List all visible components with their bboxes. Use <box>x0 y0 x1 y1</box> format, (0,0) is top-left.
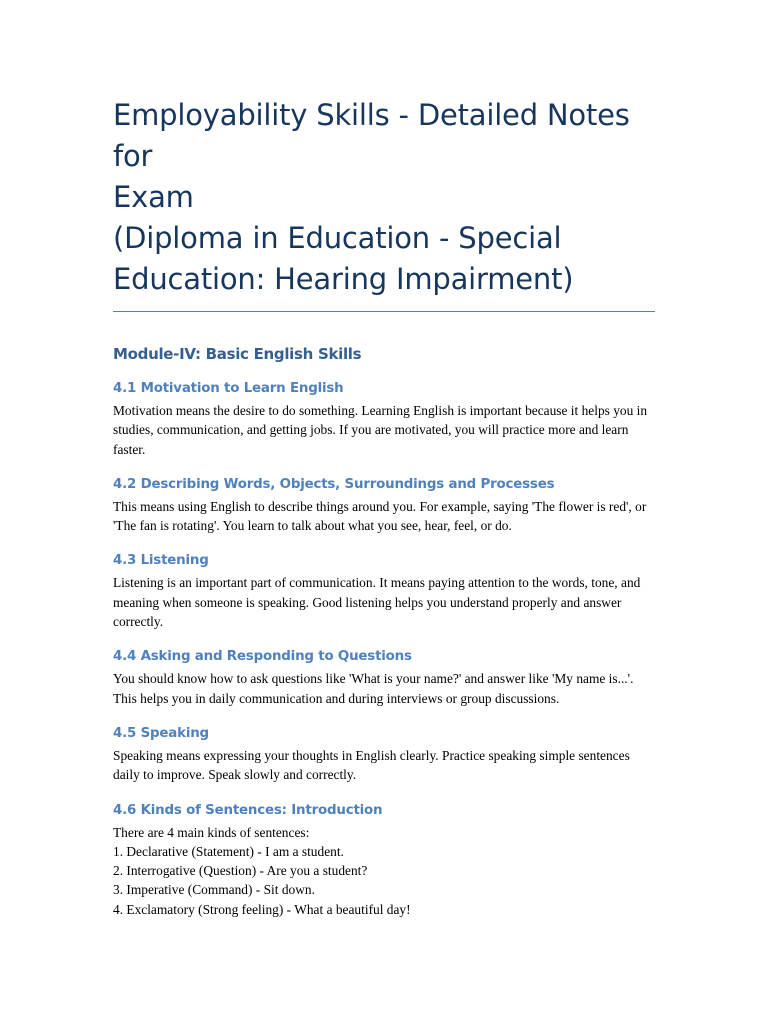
module-heading: Module-IV: Basic English Skills <box>113 345 362 363</box>
section-4-2 <box>113 475 655 536</box>
section-heading: 4.6 Kinds of Sentences: Introduction <box>113 802 383 818</box>
section-heading: 4.5 Speaking <box>113 725 209 741</box>
section-heading: 4.4 Asking and Responding to Questions <box>113 649 412 665</box>
section-4-5 <box>113 724 655 785</box>
section-paragraph: Motivation means the desire to do something. Learning English is important because it helps you in studies, communication, and getting jobs. If you are motivated, you will practice more and learn faster. <box>113 403 648 457</box>
section-heading: 4.2 Describing Words, Objects, Surroundings and Processes <box>113 476 555 492</box>
section-heading: 4.1 Motivation to Learn English <box>113 381 344 396</box>
document-title <box>113 0 655 300</box>
section-paragraph: Listening is an important part of communication. It means paying attention to the words, tone, and meaning when someone is speaking. Good listening helps you understand properly and answer correctly. <box>113 575 641 630</box>
section-heading: 4.3 Listening <box>113 553 209 569</box>
document-page <box>113 0 655 919</box>
title-line: Exam <box>113 180 194 214</box>
title-line: Employability Skills - Detailed Notes for <box>113 98 630 173</box>
list-item: 4. Exclamatory (Strong feeling) - What a beautiful day! <box>113 901 411 917</box>
list-item: 1. Declarative (Statement) - I am a student. <box>113 843 344 859</box>
section-4-1 <box>113 379 655 459</box>
title-line: Education: Hearing Impairment) <box>113 262 574 296</box>
title-divider <box>113 311 655 312</box>
title-line: (Diploma in Education - Special <box>113 221 562 255</box>
section-4-6 <box>113 801 655 919</box>
section-paragraph: Speaking means expressing your thoughts in English clearly. Practice speaking simple sentences daily to improve. Speak slowly and correctly. <box>113 747 630 783</box>
section-paragraph: You should know how to ask questions like 'What is your name?' and answer like 'My name is...'. This helps you in daily communication and during interviews or group discussions. <box>113 671 634 706</box>
list-item: There are 4 main kinds of sentences: <box>113 824 310 840</box>
list-item: 3. Imperative (Command) - Sit down. <box>113 882 315 898</box>
sentence-kinds-list <box>113 823 655 919</box>
section-4-4 <box>113 647 655 708</box>
section-paragraph: This means using English to describe things around you. For example, saying 'The flower is red', or 'The fan is rotating'. You learn to talk about what you see, hear, feel, or do. <box>113 498 647 534</box>
section-4-3 <box>113 551 655 631</box>
list-item: 2. Interrogative (Question) - Are you a student? <box>113 863 368 879</box>
